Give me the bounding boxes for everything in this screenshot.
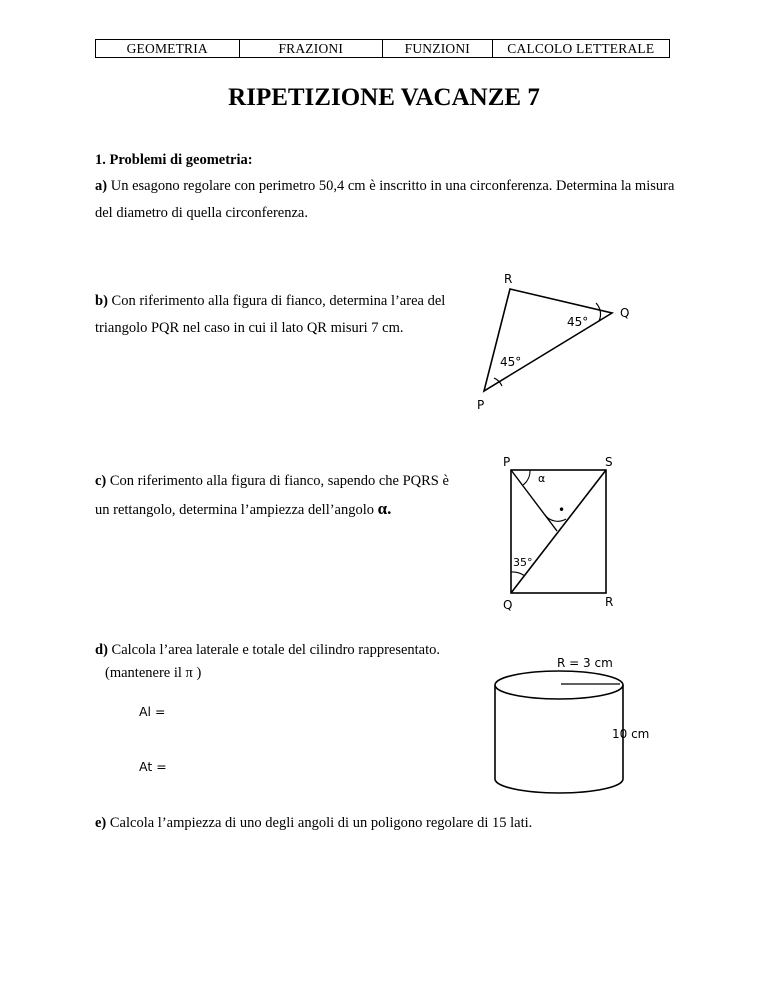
rect-label-s: S <box>605 455 613 469</box>
lateral-area-formula: Al = <box>139 704 166 719</box>
section-heading: 1. Problemi di geometria: <box>95 152 253 168</box>
problem-c-text: Con riferimento alla figura di fianco, sapendo che PQRS è un rettangolo, determina l’ampiezza dell’angolo <box>95 473 449 518</box>
problem-c-alpha: α. <box>377 499 392 518</box>
problem-e-text: Calcola l’ampiezza di uno degli angoli di un poligono regolare di 15 lati. <box>109 815 533 831</box>
triangle-label-r: R <box>504 272 513 286</box>
problem-c-label: c) <box>95 473 107 489</box>
angle-q-arc <box>596 303 601 321</box>
problem-a-text: Un esagono regolare con perimetro 50,4 cm è inscritto in una circonferenza. Determina la misura del diametro di quella circonferenza. <box>95 178 675 221</box>
cylinder-bottom <box>495 779 623 793</box>
rect-label-q: Q <box>503 598 513 612</box>
triangle-angle-q: 45° <box>567 315 589 329</box>
rectangle-segment-p <box>511 470 557 531</box>
cylinder-figure <box>495 671 623 793</box>
triangle-angle-p: 45° <box>500 355 522 369</box>
cylinder-radius-label: R = 3 cm <box>557 656 613 670</box>
tab-calcolo-letterale: CALCOLO LETTERALE <box>507 40 655 56</box>
cylinder-top <box>495 671 623 699</box>
triangle-pqr <box>484 289 612 391</box>
problem-a-label: a) <box>95 178 108 194</box>
cylinder-height-label: 10 cm <box>612 727 650 741</box>
triangle-label-q: Q <box>620 306 630 320</box>
rect-right-angle-mark: • <box>558 503 566 517</box>
tab-funzioni: FUNZIONI <box>383 40 493 57</box>
rect-label-p: P <box>503 455 511 469</box>
problem-d-label: d) <box>95 642 108 658</box>
rect-angle-alpha: α <box>538 472 546 485</box>
angle-q-35-arc <box>511 572 525 576</box>
page-title: RIPETIZIONE VACANZE 7 <box>228 84 540 111</box>
problem-b-label: b) <box>95 293 108 309</box>
problem-b-text: Con riferimento alla figura di fianco, determina l’area del triangolo PQR nel caso in cui il lato QR misuri 7 cm. <box>95 293 446 336</box>
tab-geometria: GEOMETRIA <box>96 40 240 57</box>
problem-d-text: Calcola l’area laterale e totale del cilindro rappresentato. <box>111 642 441 658</box>
problem-d-note: (mantenere il π ) <box>105 665 202 681</box>
total-area-formula: At = <box>139 759 167 774</box>
angle-alpha-arc <box>523 470 530 485</box>
triangle-label-p: P <box>477 398 485 412</box>
tab-frazioni: FRAZIONI <box>240 40 384 57</box>
problem-e-label: e) <box>95 815 107 831</box>
rect-angle-35: 35° <box>513 556 533 569</box>
rect-label-r: R <box>605 595 614 609</box>
